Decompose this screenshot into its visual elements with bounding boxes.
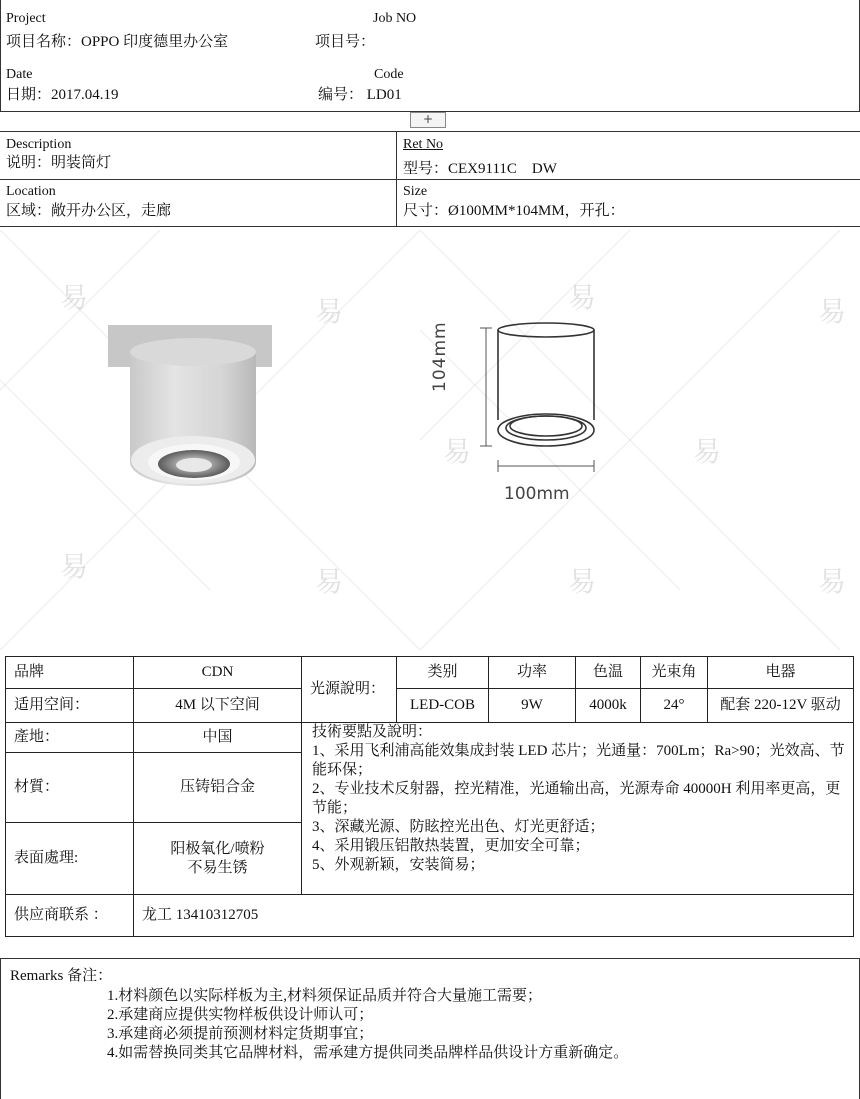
watermark-glyph: 易 (443, 435, 472, 468)
col-header-beam-angle: 光束角 (641, 657, 708, 689)
surface-value-line: 阳极氧化/喷粉 (170, 840, 265, 857)
surface-value (134, 823, 302, 895)
tech-notes (302, 723, 854, 895)
watermark-glyph: 易 (315, 295, 344, 328)
height-dimension-label: 104mm (430, 321, 450, 392)
spec-table (5, 656, 854, 937)
watermark-glyph: 易 (60, 281, 89, 314)
description-value: 说明：明装筒灯 (6, 155, 112, 171)
watermark-glyph: 易 (315, 565, 344, 598)
space-label: 适用空间： (6, 689, 134, 723)
watermark-glyph: 易 (693, 435, 722, 468)
watermark-glyph: 易 (818, 565, 847, 598)
watermark-glyph: 易 (568, 565, 597, 598)
col-header-power: 功率 (489, 657, 576, 689)
size-label: Size (403, 184, 428, 199)
remark-item: 2.承建商应提供实物样板供设计师认可； (107, 1007, 374, 1023)
surface-label: 表面處理: (6, 823, 134, 895)
code-value: 编号： LD01 (318, 87, 402, 103)
type-value: LED-COB (397, 689, 489, 723)
location-value: 区域：敞开办公区，走廊 (6, 203, 172, 219)
color-temp-value: 4000k (576, 689, 641, 723)
info-column-divider (396, 131, 397, 227)
ref-no-label: Ret No (403, 137, 444, 152)
tech-notes-title: 技術要點及說明： (312, 724, 433, 740)
supplier-label: 供应商联系 ： (6, 895, 134, 937)
product-photo (108, 322, 278, 492)
electrical-value: 配套 220-12V 驱动 (708, 689, 854, 723)
origin-label: 產地： (6, 723, 134, 753)
light-source-label: 光源說明： (302, 657, 397, 723)
project-label: Project (6, 11, 46, 26)
col-header-color-temp: 色温 (576, 657, 641, 689)
location-label: Location (6, 184, 56, 199)
code-label: Code (374, 67, 404, 82)
size-value: 尺寸：Ø100MM*104MM，开孔： (403, 203, 625, 219)
beam-angle-value: 24° (641, 689, 708, 723)
surface-value-line: 不易生锈 (187, 859, 248, 876)
description-label: Description (6, 137, 72, 152)
project-header (0, 0, 860, 112)
width-dimension-label: 100mm (504, 484, 570, 504)
remark-item: 4.如需替换同类其它品牌材料，需承建方提供同类品牌样品供设计方重新确定。 (107, 1045, 629, 1061)
tech-note-item: 4、采用锻压铝散热装置，更加安全可靠； (312, 838, 590, 854)
brand-label: 品牌 (6, 657, 134, 689)
origin-value: 中国 (134, 723, 302, 753)
remarks-title: Remarks 备注： (10, 968, 113, 984)
ref-no-value: 型号：CEX9111C DW (403, 161, 557, 177)
project-name: 项目名称：OPPO 印度德里办公室 (6, 34, 229, 50)
tech-note-item: 1、采用飞利浦高能效集成封装 LED 芯片；光通量：700Lm；Ra>90；光效高、节能环保； (312, 743, 845, 778)
tech-note-item: 2、专业技术反射器，控光精准，光通输出高，光源寿命 40000H 利用率更高，更节能； (312, 781, 841, 816)
tech-note-item: 5、外观新颖，安装简易； (312, 857, 485, 873)
material-label: 材質： (6, 753, 134, 823)
brand-value: CDN (134, 657, 302, 689)
watermark-glyph: 易 (818, 295, 847, 328)
remark-item: 1.材料颜色以实际样板为主,材料须保证品质并符合大量施工需要； (107, 988, 543, 1004)
space-value: 4M 以下空间 (134, 689, 302, 723)
col-header-electrical: 电器 (708, 657, 854, 689)
info-divider (0, 179, 860, 180)
date-value: 日期：2017.04.19 (6, 87, 119, 103)
job-value: 项目号： (315, 34, 376, 50)
watermark-glyph: 易 (60, 550, 89, 583)
supplier-value: 龙工 13410312705 (134, 895, 854, 937)
remark-item: 3.承建商必须提前预测材料定货期事宜； (107, 1026, 374, 1042)
expand-button[interactable]: + (410, 112, 446, 128)
power-value: 9W (489, 689, 576, 723)
dimension-drawing (440, 320, 610, 510)
job-label: Job NO (373, 11, 417, 26)
watermark-glyph: 易 (568, 281, 597, 314)
col-header-type: 类别 (397, 657, 489, 689)
tech-note-item: 3、深藏光源、防眩控光出色、灯光更舒适； (312, 819, 605, 835)
material-value: 压铸铝合金 (134, 753, 302, 823)
date-label: Date (6, 67, 33, 82)
